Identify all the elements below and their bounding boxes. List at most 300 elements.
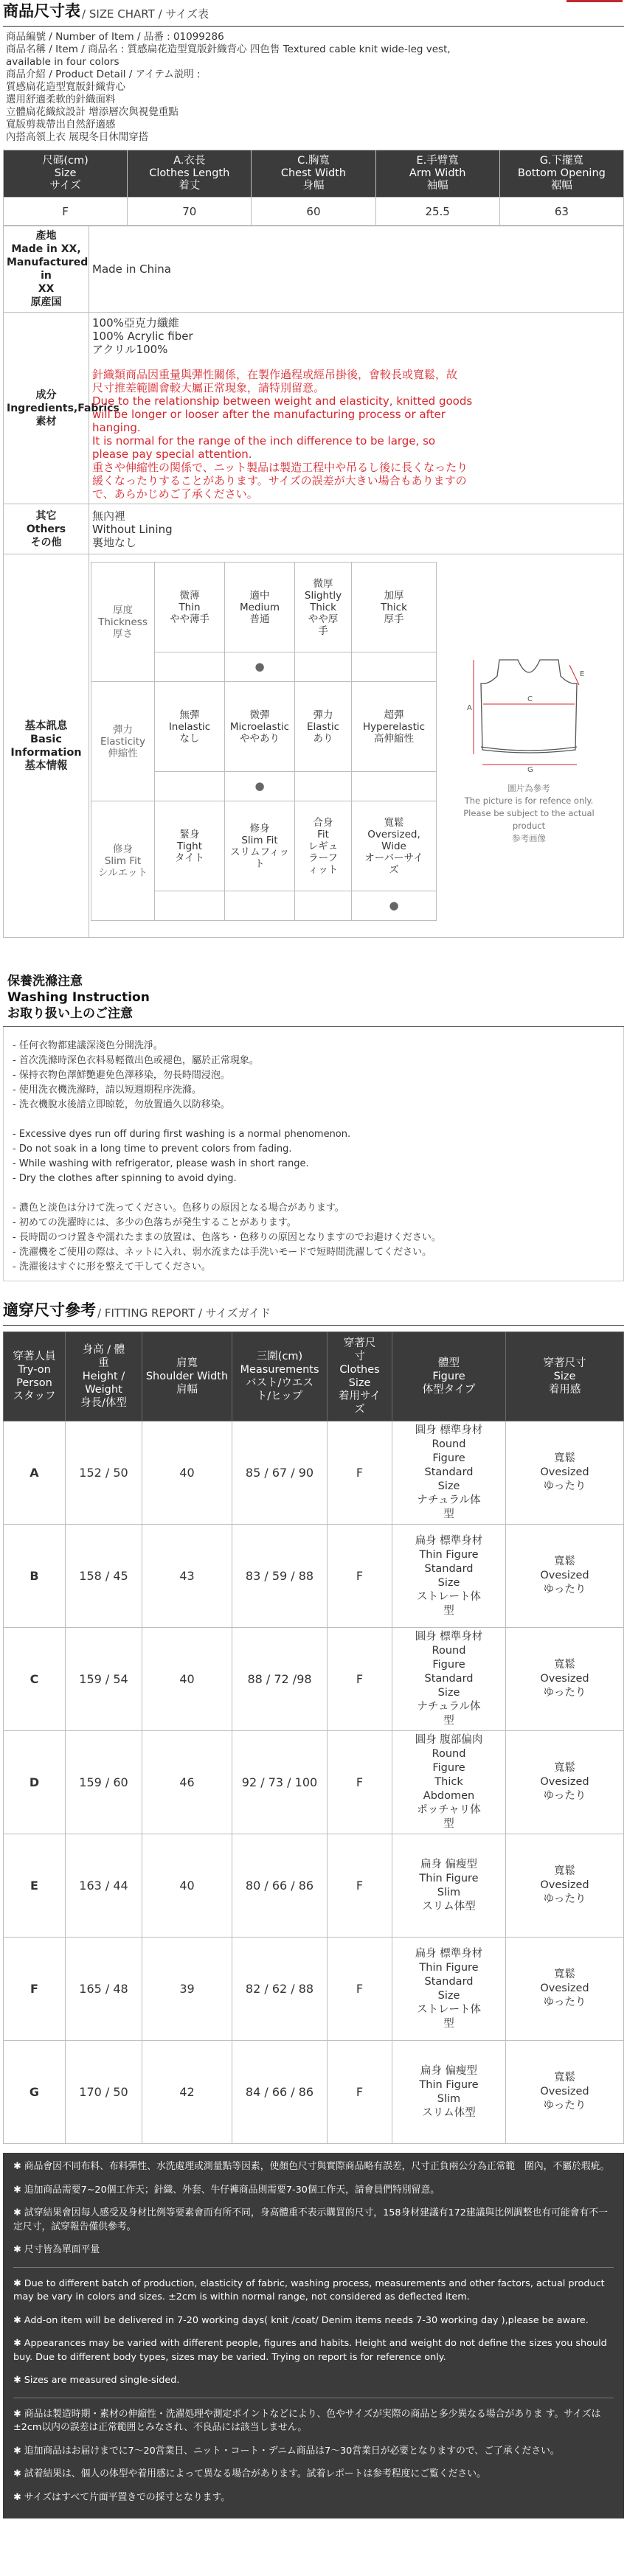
shoulder-width: 43 (142, 1525, 232, 1628)
figure-line: Standard (424, 1562, 474, 1575)
person-id: C (4, 1628, 66, 1731)
feel-line: 寬鬆 (554, 2072, 575, 2084)
option-line: なし (179, 732, 200, 745)
washing-title-en: Washing Instruction (7, 990, 150, 1005)
label-line: 素材 (35, 415, 57, 428)
size-chart-title: 商品尺寸表 (3, 2, 80, 20)
feel-line: Ovesized (540, 1466, 589, 1478)
feature-option (352, 682, 437, 772)
option-line: ィット (308, 863, 339, 876)
origin-label (4, 226, 89, 313)
option-line: Thick (310, 601, 336, 613)
feel-line: 寬鬆 (554, 1452, 575, 1464)
header-line: Shoulder Width (145, 1371, 229, 1382)
washing-title-zh: 保養洗滌注意 (7, 974, 83, 989)
shoulder-width: 40 (142, 1628, 232, 1731)
indicator-cell (155, 891, 225, 921)
notes-panel (3, 2153, 624, 2518)
figure-type (392, 1628, 506, 1731)
label-line: 其它 (35, 509, 57, 522)
diagram-caption (463, 782, 594, 845)
basic-info-label (4, 554, 89, 937)
fitting-row (4, 1525, 624, 1628)
feel-line: ゆったり (543, 1480, 586, 1492)
header-line: 体型タイプ (422, 1384, 476, 1396)
option-line: Slightly (304, 589, 342, 602)
option-line: 手 (318, 624, 328, 637)
figure-line: ナチュラル体 (417, 1494, 481, 1506)
size-cell: 25.5 (375, 198, 499, 226)
fabric-note-line: で、あらかじめご了承ください。 (92, 487, 258, 501)
label-line: 基本情報 (24, 759, 68, 772)
intro-line: 商品編號 / Number of Item / 品番 : 01099286 (6, 31, 224, 43)
caption-line: product (512, 821, 546, 831)
label-line: 基本訊息 (24, 720, 68, 732)
fabric-line: アクリル100% (92, 342, 168, 356)
label-line: Made in XX, (11, 243, 81, 255)
fabric-note-line: It is normal for the range of the inch difference to be large, so (92, 434, 436, 448)
fit-feel (506, 1834, 624, 1938)
header-line: スタッフ (13, 1390, 56, 1402)
fitting-header-cell (66, 1332, 142, 1421)
fitting-row (4, 1628, 624, 1731)
fabric-note-line: 尺寸推差範圍會較大屬正常現象，請特別留意。 (92, 380, 325, 394)
indicator-cell (295, 652, 352, 682)
garment-diagram (434, 554, 623, 937)
fitting-row (4, 1421, 624, 1525)
option-line: Thick (381, 601, 407, 613)
figure-line: Standard (424, 1975, 474, 1988)
washing-line: - 使用洗衣機洗滌時，請以短週期程序洗滌。 (13, 1085, 201, 1096)
others-line: Without Lining (92, 522, 173, 536)
washing-line: - While washing with refrigerator, please wash in short range. (13, 1158, 309, 1169)
washing-line: - 任何衣物都建議深淺色分開洗淨。 (13, 1040, 163, 1051)
note-paragraph: ✱ 商品會因不同布料、布料彈性、水洗處理或測量點等因素，使顏色尺寸與實際商品略有誤差，尺寸正負兩公分為正常範 圍內，不屬於瑕疵。 (13, 2161, 610, 2172)
shoulder-width: 42 (142, 2041, 232, 2144)
fabric-value (89, 313, 624, 504)
feature-option (295, 563, 352, 652)
header-line: ズ (354, 1404, 365, 1416)
header-line: 着用感 (548, 1384, 581, 1396)
indicator-cell (225, 652, 295, 682)
label-line: Elasticity (100, 735, 146, 748)
figure-line: Size (437, 1480, 460, 1492)
label-line: Thickness (98, 616, 148, 628)
fitting-row (4, 1938, 624, 2041)
header-line: 肩幅 (176, 1384, 198, 1396)
vest-hem-rib (481, 747, 577, 751)
figure-line: Thin Figure (419, 1872, 479, 1884)
intro-line: 立體扁花織紋設計 增添層次與視覺重點 (6, 106, 179, 118)
size-cell: 63 (499, 198, 623, 226)
feel-line: Ovesized (540, 1776, 589, 1788)
figure-line: 扁身 偏瘦型 (420, 2064, 478, 2077)
option-line: 無彈 (179, 709, 200, 721)
header-line: A.衣長 (173, 155, 206, 167)
fitting-header-cell (506, 1332, 624, 1421)
intro-line: 商品介紹 / Product Detail / アイテム説明 : (6, 69, 201, 80)
washing-title-ja: お取り扱い上のご注意 (7, 1006, 133, 1021)
feature-option (225, 682, 295, 772)
measurements: 85 / 67 / 90 (232, 1421, 328, 1525)
figure-line: Size (437, 1576, 460, 1589)
clothes-size: F (328, 1628, 392, 1731)
intro-line: 商品名稱 / Item / 商品名 : 質感扁花造型寬版針織背心 四色售 Textured cable knit wide-leg vest, (6, 43, 451, 55)
measurements: 84 / 66 / 86 (232, 2041, 328, 2144)
label-line: 彈力 (113, 723, 133, 736)
letter-c: C (527, 695, 533, 703)
feature-row-elasticity (91, 682, 437, 772)
header-line: 袖幅 (426, 180, 448, 192)
feel-line: ゆったり (543, 1790, 586, 1802)
figure-type (392, 1938, 506, 2041)
label-line: 厚さ (113, 627, 133, 640)
option-line: 普通 (249, 613, 270, 625)
size-table (3, 150, 624, 226)
fabric-note-line: will be longer or looser after the manufacturing process or after (92, 407, 446, 421)
caption-line: Please be subject to the actual (463, 808, 595, 818)
fit-feel (506, 1628, 624, 1731)
basic-information-panel (3, 554, 624, 938)
indicator-cell (295, 891, 352, 921)
others-value (89, 504, 624, 554)
option-line: やや厚 (308, 613, 339, 625)
height-weight: 165 / 48 (66, 1938, 142, 2041)
feel-line: Ovesized (540, 1879, 589, 1891)
figure-line: Size (437, 1989, 460, 2002)
feel-line: Ovesized (540, 1983, 589, 1994)
figure-line: 圓身 標準身材 (415, 1631, 483, 1643)
feature-option (352, 801, 437, 891)
note-paragraph: ✱ Due to different batch of production, elasticity of fabric, washing process, measurements and other factors, actual product may be vary in colors and sizes. ±2cm is within normal range, not considered as deflected item. (13, 2277, 605, 2302)
note-paragraph: ✱ 試穿結果會因每人感受及身材比例等要素會而有所不同，身高體重不表示購買的尺寸，158身材建議有172建議與比例調整也有可能會有不一定尺寸，試穿報告僅供參考。 (13, 2207, 608, 2232)
figure-line: Figure (432, 1452, 465, 1464)
fabric-note-line: please pay special attention. (92, 447, 252, 461)
label-line: Others (26, 523, 66, 535)
note-paragraph: ✱ 追加商品はお届けまでに7〜20営業日、ニット・コート・デニム商品は7〜30営業日が必要となりますので、ご了承ください。 (13, 2445, 560, 2457)
fit-feel (506, 1731, 624, 1834)
option-line: Medium (240, 601, 280, 613)
header-line: Measurements (240, 1364, 319, 1376)
intro-line: 選用舒適柔軟的針織面料 (6, 94, 116, 105)
person-id: G (4, 2041, 66, 2144)
figure-line: Slim (437, 1886, 461, 1898)
washing-line: - Excessive dyes run off during first washing is a normal phenomenon. (13, 1129, 351, 1140)
letter-a: A (467, 704, 472, 712)
feature-option (352, 563, 437, 652)
height-weight: 159 / 60 (66, 1731, 142, 1834)
figure-line: スリム体型 (422, 1900, 476, 1912)
figure-line: Standard (424, 1673, 474, 1685)
fit-feel (506, 1525, 624, 1628)
figure-line: 型 (443, 1508, 454, 1520)
shoulder-width: 40 (142, 1421, 232, 1525)
fitting-header-cell (392, 1332, 506, 1421)
feel-line: 寬鬆 (554, 1865, 575, 1877)
option-line: オーバーサイ (364, 852, 423, 864)
figure-line: Round (432, 1438, 466, 1450)
header-line: 身高 / 體 (82, 1344, 125, 1356)
header-line: Figure (432, 1371, 465, 1382)
figure-line: ポッチャリ体 (417, 1804, 481, 1816)
fitting-row (4, 1834, 624, 1938)
figure-line: スリム体型 (422, 2106, 476, 2119)
label-line: Manufactured in (7, 257, 89, 282)
feature-option (155, 801, 225, 891)
figure-line: 圓身 標準身材 (415, 1424, 483, 1436)
header-line: 寸 (354, 1351, 365, 1362)
feature-option (295, 682, 352, 772)
header-line: 尺碼(cm) (42, 155, 89, 167)
header-line: 着用サイ (339, 1390, 381, 1402)
height-weight: 159 / 54 (66, 1628, 142, 1731)
top-accent-bar (567, 0, 623, 2)
header-line: C.胸寬 (297, 155, 330, 167)
arm-measure-line (569, 665, 579, 685)
fit-feel (506, 1938, 624, 2041)
figure-line: Standard (424, 1466, 474, 1478)
indicator-cell (155, 772, 225, 801)
intro-line: 寬版剪裁帶出自然舒適感 (6, 119, 116, 130)
size-header-cell (375, 150, 499, 198)
label-line: Information (10, 746, 82, 759)
intro-line: available in four colors (6, 56, 119, 68)
fit-feel (506, 1421, 624, 1525)
selected-dot-icon: ● (254, 779, 265, 793)
size-cell: 70 (128, 198, 252, 226)
label-line: 厚度 (113, 604, 133, 616)
fabric-line: 100% Acrylic fiber (92, 329, 193, 343)
intro-line: 質感扁花造型寬版針織背心 (6, 81, 125, 93)
figure-type (392, 1834, 506, 1938)
header-line: Size (348, 1377, 371, 1389)
header-line: Size (553, 1371, 576, 1382)
figure-type (392, 1525, 506, 1628)
clothes-size: F (328, 1731, 392, 1834)
label-line: その他 (30, 536, 62, 549)
feature-row-fit (91, 801, 437, 891)
person-id: D (4, 1731, 66, 1834)
caption-line: 参考画像 (511, 833, 546, 843)
size-header-cell (499, 150, 623, 198)
vest-diagram-svg (459, 647, 599, 772)
person-id: A (4, 1421, 66, 1525)
figure-line: Figure (432, 1762, 465, 1774)
person-id: E (4, 1834, 66, 1938)
height-weight: 170 / 50 (66, 2041, 142, 2144)
measurements: 82 / 62 / 88 (232, 1938, 328, 2041)
figure-line: 型 (443, 1715, 454, 1727)
header-line: 穿著人員 (13, 1351, 56, 1362)
fabric-note-line: 緩くなったりすることがあります。サイズの誤差が大きい場合もありますの (92, 473, 467, 487)
label-line: Slim Fit (104, 854, 142, 867)
shoulder-width: 39 (142, 1938, 232, 2041)
figure-line: Thin Figure (419, 1961, 479, 1974)
header-line: 身幅 (302, 180, 325, 192)
option-line: Hyperelastic (362, 720, 426, 733)
option-line: 合身 (313, 816, 333, 829)
figure-line: Thin Figure (419, 1548, 479, 1561)
fitting-header-cell (328, 1332, 392, 1421)
feature-option (155, 682, 225, 772)
feel-line: Ovesized (540, 1673, 589, 1685)
feature-grid (89, 554, 434, 937)
header-line: Person (16, 1377, 52, 1389)
header-line: Try-on (18, 1364, 51, 1376)
note-paragraph: ✱ Sizes are measured single-sided. (13, 2375, 180, 2386)
option-line: 高伸縮性 (374, 732, 414, 745)
option-line: やや薄手 (170, 613, 209, 625)
washing-line: - 洗濯後はすぐに形を整えて干してください。 (13, 1261, 211, 1273)
feature-label-fit (91, 801, 155, 921)
fitting-row (4, 2041, 624, 2144)
option-line: 緊身 (179, 828, 200, 840)
clothes-size: F (328, 1421, 392, 1525)
washing-line: - 長時間のつけ置きや濡れたままの放置は、色落ち・色移りの原因となりますのでお避けください。 (13, 1232, 441, 1243)
others-line: 無內裡 (92, 509, 126, 523)
selected-dot-icon: ● (389, 899, 399, 912)
shoulder-width: 46 (142, 1731, 232, 1834)
figure-line: 型 (443, 1604, 454, 1617)
feel-line: Ovesized (540, 2086, 589, 2098)
figure-line: 圓身 腹部偏肉 (415, 1734, 483, 1746)
header-line: Chest Width (280, 167, 347, 179)
option-line: Inelastic (168, 720, 211, 733)
option-line: Wide (381, 840, 406, 852)
caption-line: The picture is for refence only. (464, 796, 594, 806)
size-header-cell (128, 150, 252, 198)
fitting-subtitle: / FITTING REPORT / サイズガイド (97, 1306, 271, 1320)
header-line: Clothes (339, 1364, 380, 1376)
washing-line: - 洗濯機をご使用の際は、ネットに入れ、弱水流または手洗いモードで短時間洗濯してください。 (13, 1247, 432, 1258)
option-line: スリムフィッ (230, 846, 289, 858)
indicator-cell (352, 772, 437, 801)
washing-line: - 洗衣機脫水後請立即晾乾，勿放置過久以防移染。 (13, 1099, 230, 1110)
others-line: 裏地なし (92, 535, 137, 549)
indicator-cell (352, 891, 437, 921)
washing-line: - 保持衣物色澤鮮艷避免色澤移染，勿長時間浸泡。 (13, 1070, 230, 1081)
option-line: Elastic (306, 720, 340, 733)
header-line: 重 (98, 1357, 109, 1369)
clothes-size: F (328, 1525, 392, 1628)
product-intro (3, 27, 624, 150)
figure-line: ストレート体 (417, 1590, 481, 1603)
option-line: 微薄 (179, 589, 200, 602)
washing-line: - 初めての洗濯時には、多少の色落ちが発生することがあります。 (13, 1217, 297, 1228)
option-line: 適中 (249, 589, 270, 602)
label-line: 修身 (113, 843, 133, 855)
header-line: 肩寬 (176, 1357, 198, 1369)
feel-line: ゆったり (543, 1997, 586, 2008)
option-line: ややあり (240, 732, 280, 745)
size-row (4, 198, 624, 226)
option-line: Thin (179, 601, 201, 613)
note-paragraph: ✱ Add-on item will be delivered in 7-20 working days( knit /coat/ Denim items needs 7-30 working day ),please be aware. (13, 2314, 589, 2326)
figure-type (392, 1731, 506, 1834)
fabric-line: 100%亞克力纖維 (92, 316, 179, 330)
fitting-table (3, 1331, 624, 2144)
option-line: 彈力 (313, 709, 333, 721)
figure-type (392, 1421, 506, 1525)
notes-divider (13, 2267, 614, 2268)
note-paragraph: ✱ 追加商品需要7~20個工作天；針織、外套、牛仔褲商品則需要7-30個工作天，請會員們特別留意。 (13, 2184, 440, 2196)
figure-type (392, 2041, 506, 2144)
header-line: 裾幅 (550, 180, 572, 192)
size-chart-heading (3, 0, 624, 27)
option-line: 超彈 (384, 709, 404, 721)
size-header-cell (4, 150, 128, 198)
header-line: 穿著尺 (343, 1337, 376, 1349)
fit-feel (506, 2041, 624, 2144)
fitting-title: 適穿尺寸參考 (3, 1301, 96, 1319)
feel-line: 寬鬆 (554, 1968, 575, 1980)
height-weight: 158 / 45 (66, 1525, 142, 1628)
note-paragraph: ✱ 尺寸皆為單面平量 (13, 2244, 100, 2255)
washing-line: - Do not soak in a long time to prevent colors from fading. (13, 1143, 292, 1155)
measurements: 88 / 72 /98 (232, 1628, 328, 1731)
header-line: Size (54, 167, 77, 179)
measurements: 80 / 66 / 86 (232, 1834, 328, 1938)
option-line: タイト (174, 852, 205, 864)
label-line: XX (38, 283, 55, 295)
feel-line: Ovesized (540, 1570, 589, 1581)
header-line: Clothes Length (149, 167, 230, 179)
measurements: 83 / 59 / 88 (232, 1525, 328, 1628)
figure-line: 扁身 偏瘦型 (420, 1858, 478, 1870)
figure-line: 扁身 標準身材 (415, 1947, 483, 1960)
option-line: Slim Fit (241, 834, 278, 846)
figure-line: 型 (443, 2017, 454, 2030)
header-line: Bottom Opening (517, 167, 606, 179)
fabric-note-line: 重さや伸縮性の関係で、ニット製品は製造工程中や吊るし後に長くなったり (92, 460, 468, 474)
indicator-cell (225, 891, 295, 921)
figure-line: 扁身 標準身材 (415, 1534, 483, 1547)
feel-line: 寬鬆 (554, 1762, 575, 1774)
figure-line: Thin Figure (419, 2078, 479, 2091)
measurements: 92 / 73 / 100 (232, 1731, 328, 1834)
size-cell: 60 (252, 198, 375, 226)
option-line: 微厚 (313, 577, 333, 590)
option-line: ラーフ (308, 852, 338, 864)
clothes-size: F (328, 1938, 392, 2041)
header-line: サイズ (49, 180, 81, 192)
header-line: 體型 (438, 1357, 460, 1369)
washing-line: - 首次洗滌時深色衣料易輕微出色或褪色，屬於正常現象。 (13, 1055, 259, 1066)
option-line: Tight (176, 840, 202, 852)
figure-line: Slim (437, 2092, 461, 2105)
option-line: レギュ (308, 840, 339, 852)
option-line: Fit (317, 828, 329, 840)
feel-line: ゆったり (543, 1687, 586, 1699)
washing-line: - Dry the clothes after spinning to avoid dying. (13, 1173, 237, 1184)
option-line: ト (254, 857, 265, 870)
feature-option (295, 801, 352, 891)
option-line: 修身 (249, 822, 270, 835)
fitting-header-cell (232, 1332, 328, 1421)
option-line: Oversized, (367, 828, 420, 840)
feature-label-elasticity (91, 682, 155, 801)
label-line: シルエット (98, 866, 148, 879)
fabric-note-line: Due to the relationship between weight and elasticity, knitted goods (92, 394, 473, 408)
origin-value: Made in China (89, 226, 624, 313)
feel-line: ゆったり (543, 1893, 586, 1905)
feature-option (225, 563, 295, 652)
person-id: F (4, 1938, 66, 2041)
label-line: 原産国 (30, 296, 62, 308)
header-line: Arm Width (409, 167, 466, 179)
size-cell: F (4, 198, 128, 226)
height-weight: 152 / 50 (66, 1421, 142, 1525)
